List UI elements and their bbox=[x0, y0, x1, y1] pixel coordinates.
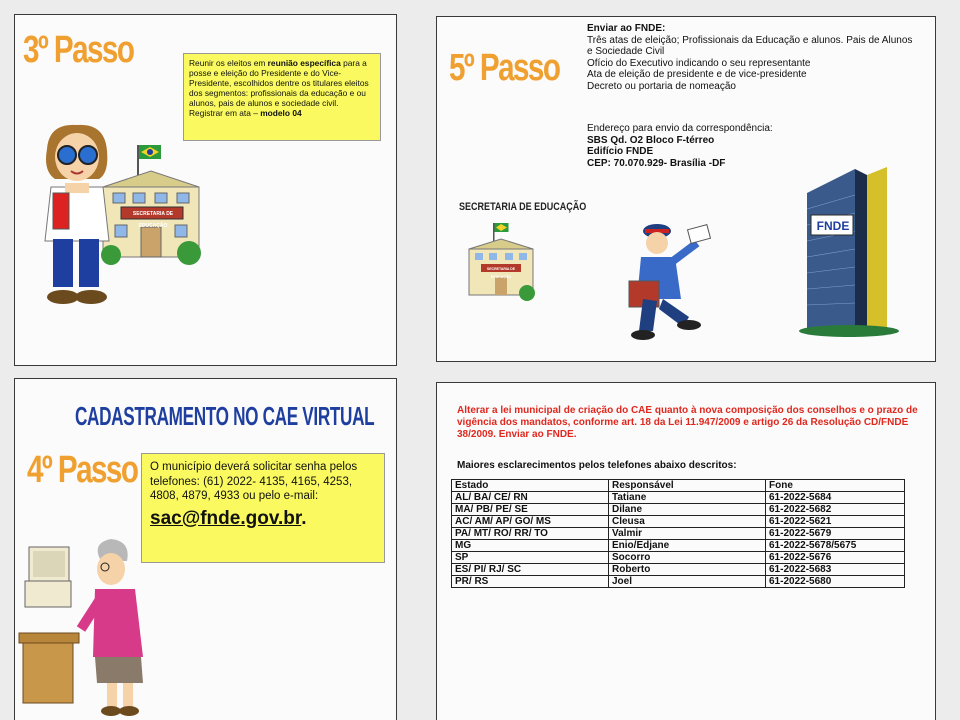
passo-3-title: 3º Passo bbox=[23, 29, 134, 71]
cae-virtual-banner: CADASTRAMENTO NO CAE VIRTUAL bbox=[75, 401, 375, 431]
cell-fone: 61-2022-5680 bbox=[766, 576, 905, 588]
passo-4-title: 4º Passo bbox=[27, 449, 138, 491]
passo-5-building-sign: SECRETARIA DE EDUCAÇÃO bbox=[486, 267, 516, 279]
cell-estado: AC/ AM/ AP/ GO/ MS bbox=[452, 516, 609, 528]
cell-fone: 61-2022-5682 bbox=[766, 504, 905, 516]
table-row bbox=[452, 492, 905, 504]
send-item: Ofício do Executivo indicando o seu representante bbox=[587, 57, 811, 69]
cell-estado: SP bbox=[452, 552, 609, 564]
panel-passo-3 bbox=[14, 14, 397, 366]
woman-at-computer-illustration bbox=[15, 533, 165, 720]
cell-fone: 61-2022-5678/5675 bbox=[766, 540, 905, 552]
address-line: CEP: 70.070.929- Brasília -DF bbox=[587, 157, 726, 169]
header-fone: Fone bbox=[766, 480, 905, 492]
cell-fone: 61-2022-5676 bbox=[766, 552, 905, 564]
secretaria-label: SECRETARIA DE EDUCAÇÃO bbox=[459, 201, 587, 213]
passo-3-instruction-text: Reunir os eleitos em reunião específica para a posse e eleição do Presidente e do Vice-Presidente, escolhidos dentre os titulares eleitos dos segmentos: profissionais da educação e ou alunos, pais de alunos e sociedade civil. Registrar em ata – modelo 04 bbox=[189, 58, 369, 118]
table-header-row bbox=[452, 480, 905, 492]
cell-estado: MG bbox=[452, 540, 609, 552]
support-email-link[interactable]: sac@fnde.gov.br. bbox=[150, 507, 307, 529]
cell-estado: AL/ BA/ CE/ RN bbox=[452, 492, 609, 504]
cell-responsavel: Socorro bbox=[609, 552, 766, 564]
header-responsavel: Responsável bbox=[609, 480, 766, 492]
small-school-building-illustration bbox=[465, 221, 537, 305]
address-block bbox=[587, 123, 917, 169]
cell-fone: 61-2022-5683 bbox=[766, 564, 905, 576]
passo-4-instruction-box bbox=[141, 453, 385, 563]
fnde-sign: FNDE bbox=[816, 219, 850, 233]
cell-estado: MA/ PB/ PE/ SE bbox=[452, 504, 609, 516]
mailman-illustration bbox=[619, 221, 715, 341]
send-to-fnde-block bbox=[587, 23, 917, 92]
panel-passo-5 bbox=[436, 16, 936, 362]
law-change-notice: Alterar a lei municipal de criação do CAE quanto à nova composição dos conselhos e o prazo de vigência dos mandatos, conforme art. 18 da Lei 11.947/2009 e artigo 26 da Resolução CD/FNDE 38/2009. Enviar ao FNDE. bbox=[457, 405, 918, 440]
header-estado: Estado bbox=[452, 480, 609, 492]
send-item: Ata de eleição de presidente e de vice-presidente bbox=[587, 69, 807, 80]
table-row bbox=[452, 516, 905, 528]
panel-contacts bbox=[436, 382, 936, 720]
cell-fone: 61-2022-5679 bbox=[766, 528, 905, 540]
cell-estado: PA/ MT/ RO/ RR/ TO bbox=[452, 528, 609, 540]
cell-responsavel: Dilane bbox=[609, 504, 766, 516]
cell-responsavel: Valmir bbox=[609, 528, 766, 540]
address-heading: Endereço para envio da correspondência: bbox=[587, 123, 773, 134]
table-row bbox=[452, 564, 905, 576]
passo-3-instruction-box bbox=[183, 53, 381, 141]
send-item: Três atas de eleição; Profissionais da Educação e alunos. Pais de Alunos e Sociedade Civil bbox=[587, 34, 913, 57]
cell-responsavel: Tatiane bbox=[609, 492, 766, 504]
table-row bbox=[452, 540, 905, 552]
cell-fone: 61-2022-5621 bbox=[766, 516, 905, 528]
cell-responsavel: Joel bbox=[609, 576, 766, 588]
address-line: Edifício FNDE bbox=[587, 146, 654, 157]
table-row bbox=[452, 528, 905, 540]
table-row bbox=[452, 576, 905, 588]
cell-estado: ES/ PI/ RJ/ SC bbox=[452, 564, 609, 576]
passo-4-instruction-text: O município deverá solicitar senha pelos telefones: (61) 2022- 4135, 4165, 4253, 4808, 4879, 4933 ou pelo e-mail: bbox=[150, 461, 358, 502]
cell-responsavel: Enio/Edjane bbox=[609, 540, 766, 552]
cell-responsavel: Cleusa bbox=[609, 516, 766, 528]
cell-estado: PR/ RS bbox=[452, 576, 609, 588]
table-row bbox=[452, 552, 905, 564]
cell-responsavel: Roberto bbox=[609, 564, 766, 576]
send-heading: Enviar ao FNDE: bbox=[587, 23, 666, 34]
fnde-building-illustration bbox=[797, 165, 901, 337]
cell-fone: 61-2022-5684 bbox=[766, 492, 905, 504]
passo-3-building-sign: SECRETARIA DE EDUCAÇÃO bbox=[132, 211, 174, 229]
table-row bbox=[452, 504, 905, 516]
contacts-table bbox=[451, 479, 905, 588]
panel-passo-4 bbox=[14, 378, 397, 720]
passo-5-title: 5º Passo bbox=[449, 47, 560, 89]
address-line: SBS Qd. O2 Bloco F-térreo bbox=[587, 134, 715, 146]
send-item: Decreto ou portaria de nomeação bbox=[587, 80, 736, 92]
teacher-illustration bbox=[33, 121, 125, 307]
support-email[interactable]: sac@fnde.gov.br bbox=[150, 507, 302, 529]
phones-intro: Maiores esclarecimentos pelos telefones abaixo descritos: bbox=[457, 460, 737, 471]
